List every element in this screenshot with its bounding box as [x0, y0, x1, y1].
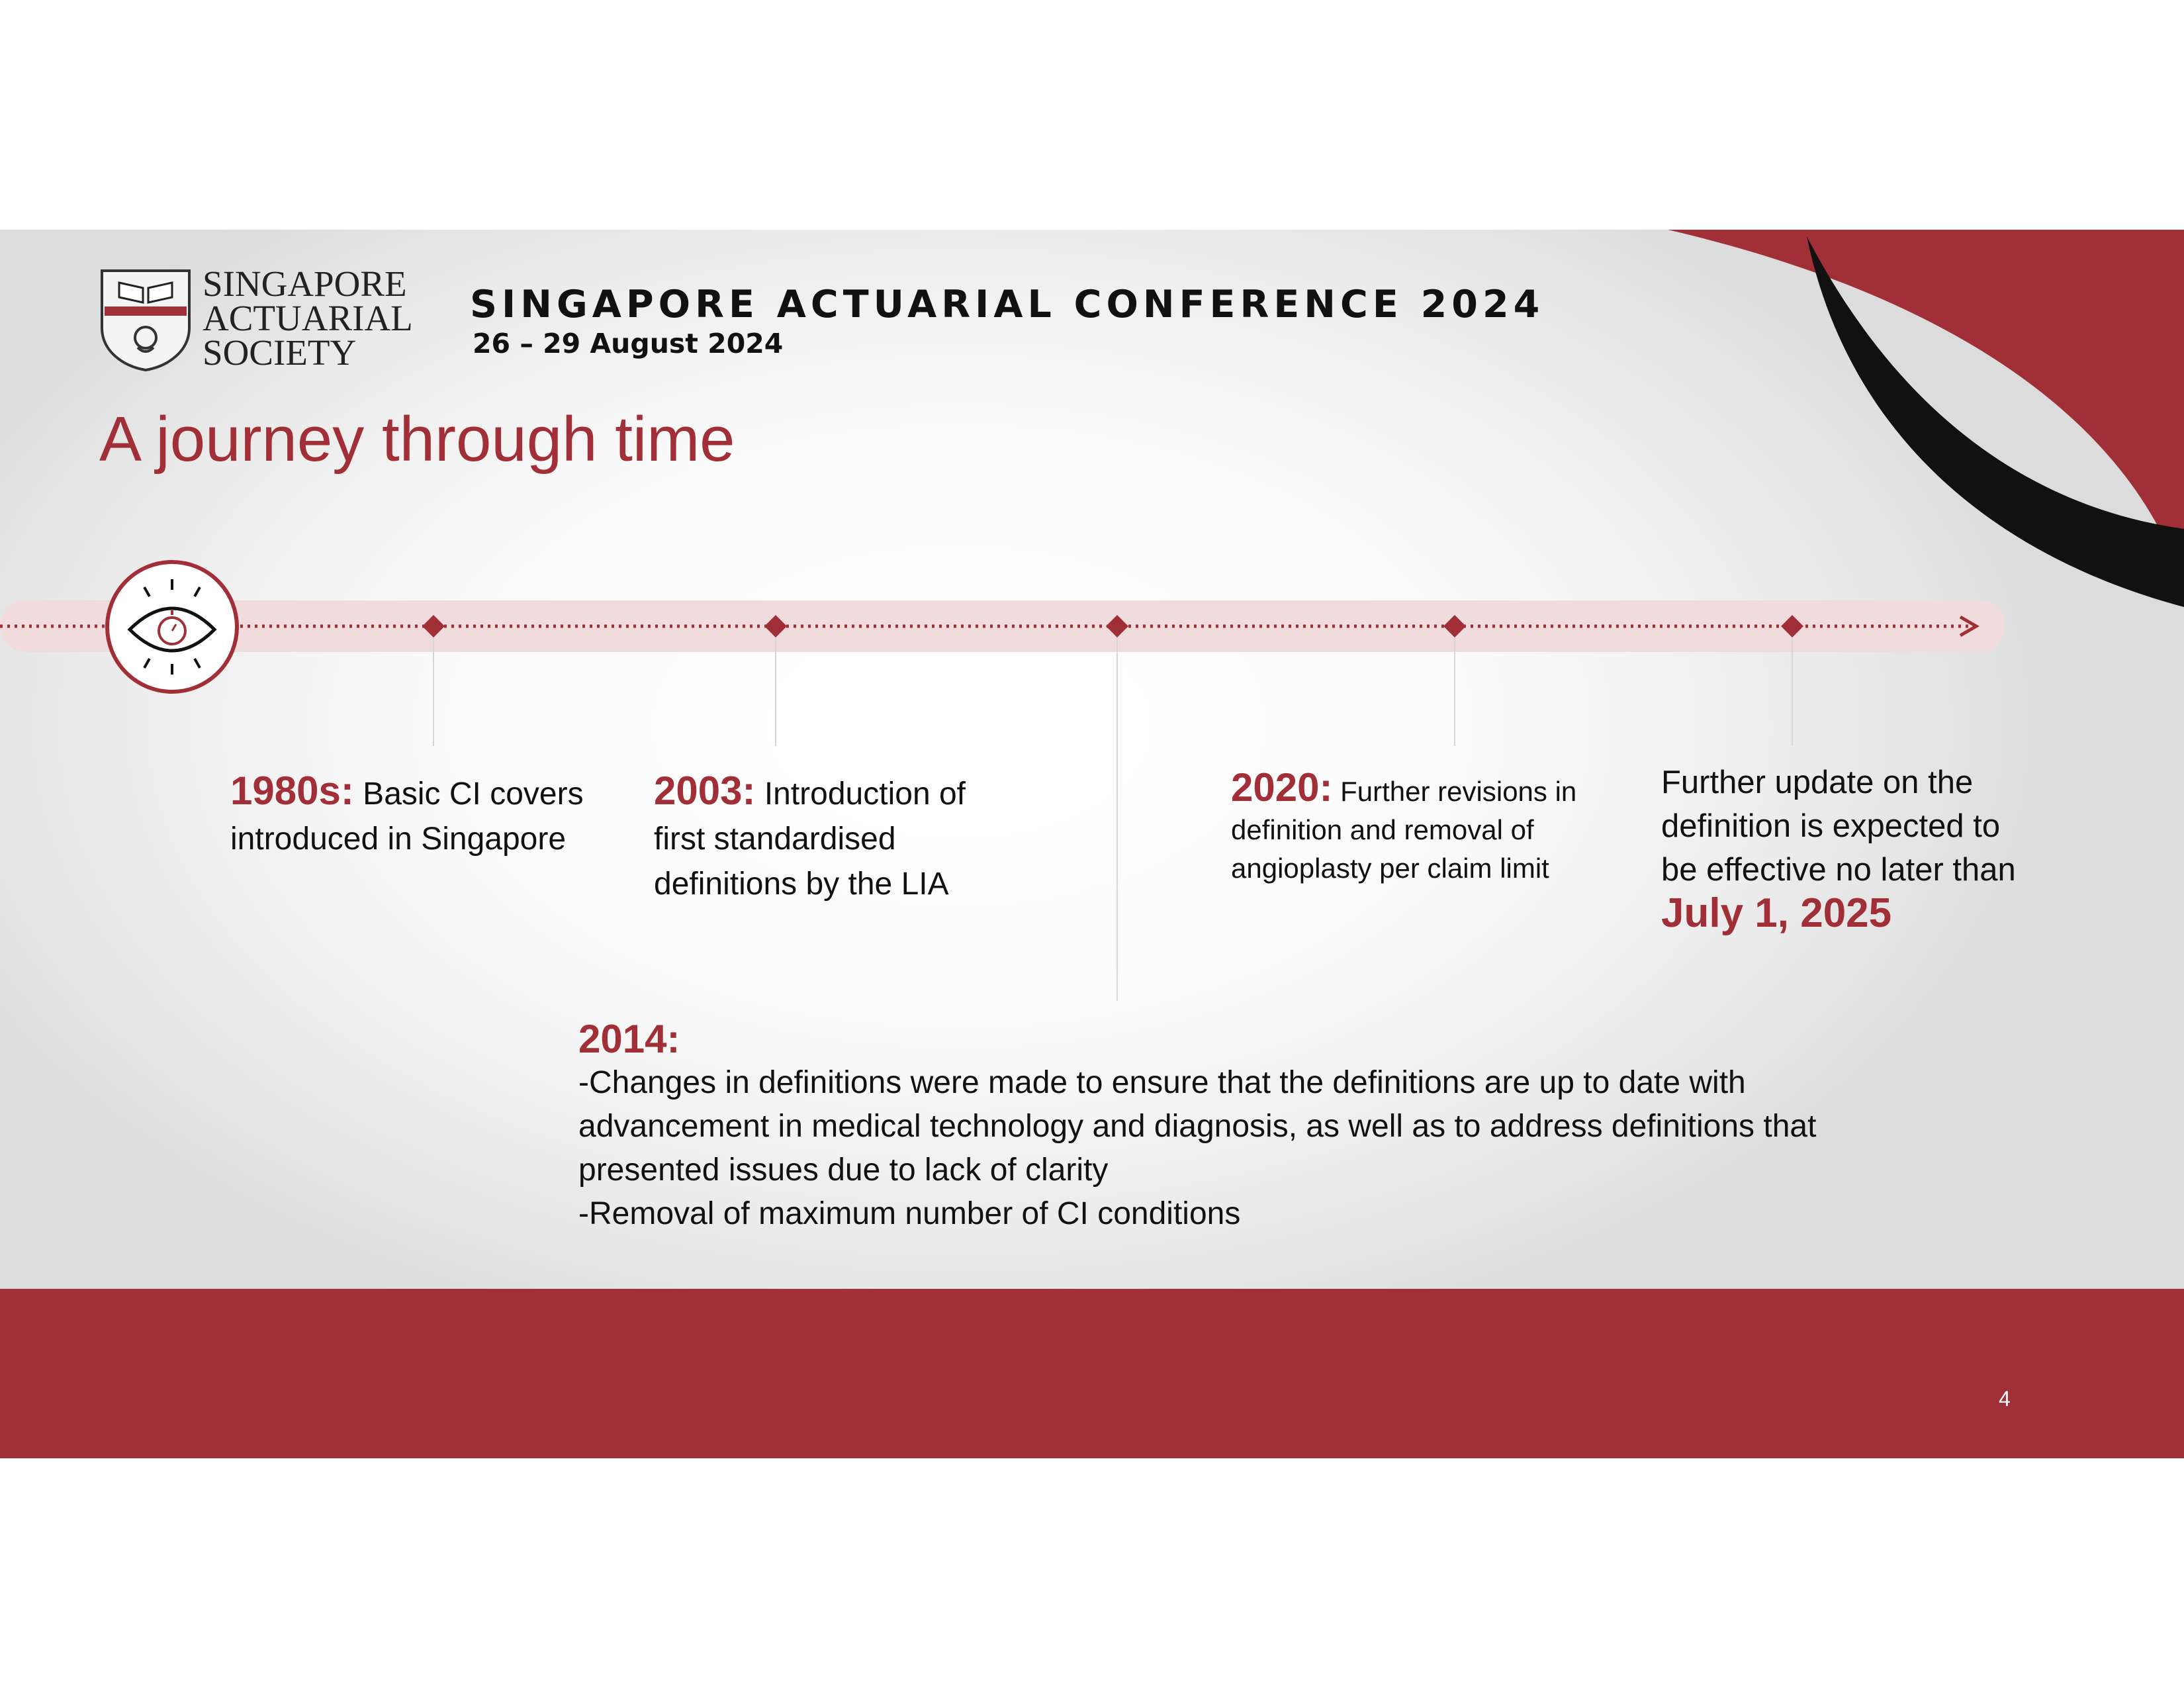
milestone-text: Basic CI covers introduced in Singapore: [230, 776, 584, 857]
milestone-text: -Removal of maximum number of CI conditions: [578, 1196, 1241, 1231]
milestone-year: 2003:: [654, 769, 756, 813]
milestone-text: -Changes in definitions were made to ensure that the definitions are up to date with advancement in medical technology and diagnosis, as well as to address definitions that presented issues due to lack of clarity: [578, 1065, 1817, 1188]
milestone-date-highlight: July 1, 2025: [1661, 890, 1892, 936]
milestone-text: Further update on the definition is expected to be effective no later than: [1661, 765, 2016, 888]
eye-with-stopwatch-icon: [107, 562, 237, 692]
conference-title: SINGAPORE ACTUARIAL CONFERENCE 2024: [470, 283, 1545, 326]
milestone-year: 1980s:: [230, 769, 354, 813]
milestone-2020: [1231, 765, 1628, 888]
logo-line: SOCIETY: [203, 332, 357, 373]
logo-line: SINGAPORE: [203, 263, 407, 304]
footer-band: [0, 1289, 2184, 1458]
logo-line: ACTUARIAL: [203, 298, 413, 338]
milestone-text: Introduction of first standardised definitions by the LIA: [654, 776, 966, 902]
milestone-year: 2020:: [1231, 765, 1333, 810]
milestone-year: 2014:: [578, 1017, 680, 1061]
milestone-text: Further revisions in definition and removal of angioplasty per claim limit: [1231, 776, 1577, 884]
page-title: A journey through time: [99, 404, 735, 475]
milestone-2014: [578, 1017, 1836, 1236]
page-number: 4: [1999, 1387, 2011, 1411]
milestone-1980s: [230, 769, 627, 862]
conference-dates: 26 – 29 August 2024: [473, 328, 784, 359]
milestone-2003: [654, 769, 998, 907]
milestone-future-update: [1661, 761, 2032, 938]
slide: [0, 230, 2184, 1411]
